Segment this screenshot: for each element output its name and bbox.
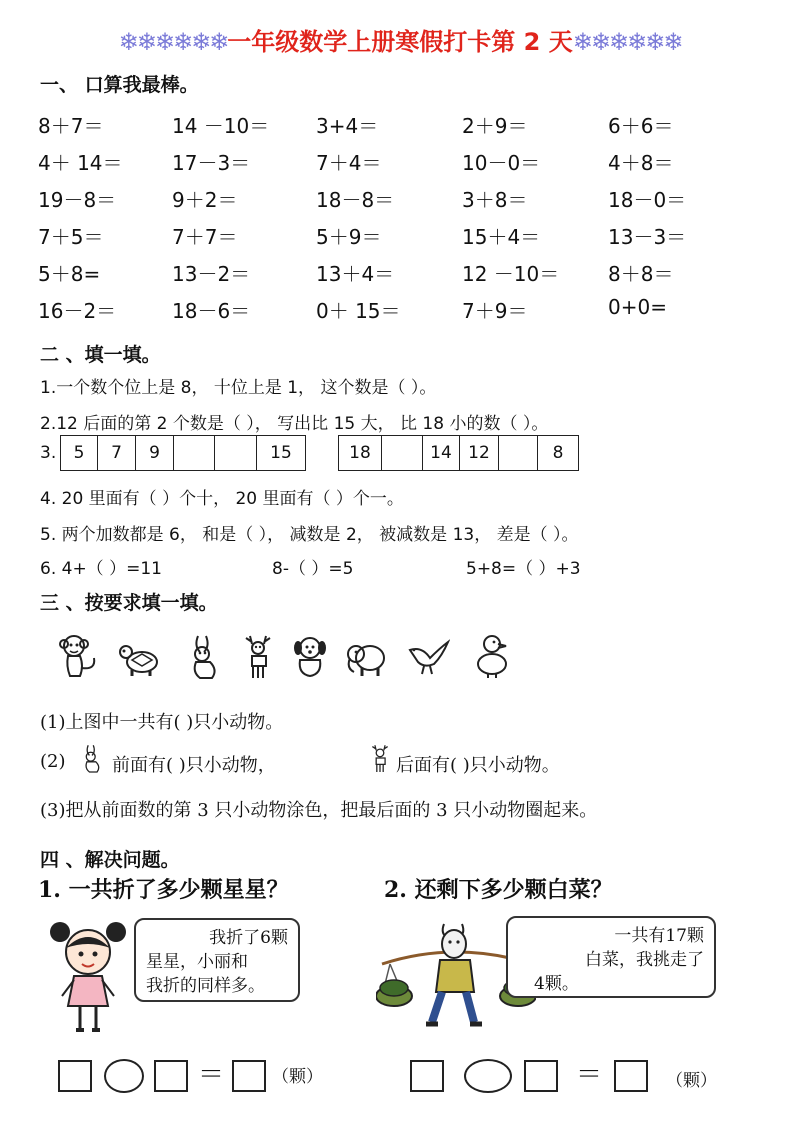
question-4: 4. 20 里面有（ ）个十， 20 里面有（ ）个一。 xyxy=(40,489,404,509)
speech-bubble-2 xyxy=(506,916,716,998)
answer-box[interactable] xyxy=(524,1060,558,1092)
bubble-line: 4颗。 xyxy=(534,974,579,994)
answer-box[interactable] xyxy=(410,1060,444,1092)
girl-illustration xyxy=(46,918,130,1040)
rabbit-icon xyxy=(78,740,106,776)
bird-icon xyxy=(406,632,450,680)
bubble-line: 一共有17颗 xyxy=(614,926,704,946)
question-5: 5. 两个加数都是 6， 和是（ ）， 减数是 2， 被减数是 13， 差是（ ）。 xyxy=(40,525,579,545)
arithmetic-problem: 18－0＝ xyxy=(608,188,687,212)
deer-icon xyxy=(236,632,280,680)
animals-question-2-label: (2) xyxy=(40,751,66,772)
arithmetic-problem: 4＋8＝ xyxy=(608,151,674,175)
arithmetic-problem: 6＋6＝ xyxy=(608,114,674,138)
arithmetic-problem: 8＋8＝ xyxy=(608,262,674,286)
arithmetic-problem: 7＋7＝ xyxy=(172,225,238,249)
operator-circle[interactable] xyxy=(464,1059,512,1093)
sequence-cell[interactable] xyxy=(215,436,257,470)
problem-1-title: 1. 一共折了多少颗星星？ xyxy=(38,877,289,903)
sequence-cell: 5 xyxy=(61,436,98,470)
arithmetic-problem: 13－3＝ xyxy=(608,225,687,249)
monkey-icon xyxy=(58,632,102,680)
arithmetic-problem: 7＋9＝ xyxy=(462,299,528,323)
arithmetic-problem: 15＋4＝ xyxy=(462,225,541,249)
sequence-cell[interactable]: 9 xyxy=(136,436,174,470)
answer-box[interactable] xyxy=(614,1060,648,1092)
bubble-line: 我折的同样多。 xyxy=(146,976,265,996)
arithmetic-problem: 17－3＝ xyxy=(172,151,251,175)
arithmetic-problem: 3＋8＝ xyxy=(462,188,528,212)
turtle-icon xyxy=(118,632,162,680)
arithmetic-problem: 3+4＝ xyxy=(316,114,379,138)
equals-sign: ＝ xyxy=(198,1060,225,1090)
section4-heading: 四 、解决问题。 xyxy=(40,849,180,871)
page-title xyxy=(0,22,800,57)
bubble-line: 我折了6颗 xyxy=(209,928,288,948)
arithmetic-problem: 16－2＝ xyxy=(38,299,117,323)
section2-heading: 二 、填一填。 xyxy=(40,344,161,366)
sequence-cell: 7 xyxy=(98,436,136,470)
sequence-cell[interactable] xyxy=(174,436,215,470)
animals-question-2-back: 后面有( )只小动物。 xyxy=(396,755,560,776)
bubble-line: 白菜，我挑走了 xyxy=(585,950,704,970)
answer-box[interactable] xyxy=(58,1060,92,1092)
question-6c: 5+8=（ ）+3 xyxy=(466,559,581,579)
answer-box[interactable] xyxy=(232,1060,266,1092)
arithmetic-problem: 14 －10＝ xyxy=(172,114,270,138)
arithmetic-problem: 4＋ 14＝ xyxy=(38,151,123,175)
arithmetic-problem: 12 －10＝ xyxy=(462,262,560,286)
question-2: 2.12 后面的第 2 个数是（ ）， 写出比 15 大， 比 18 小的数（ ）。 xyxy=(40,414,549,434)
question-6a: 6. 4+（ ）=11 xyxy=(40,559,162,579)
answer-box[interactable] xyxy=(154,1060,188,1092)
unit-label: （颗） xyxy=(272,1067,323,1087)
arithmetic-problem: 13－2＝ xyxy=(172,262,251,286)
arithmetic-problem: 7＋5＝ xyxy=(38,225,104,249)
arithmetic-problem: 8＋7＝ xyxy=(38,114,104,138)
number-sequence-1 xyxy=(60,435,306,471)
arithmetic-problem: 0＋ 15＝ xyxy=(316,299,401,323)
speech-bubble-1 xyxy=(134,918,300,1002)
animals-question-1: (1)上图中一共有( )只小动物。 xyxy=(40,712,284,733)
animals-question-2-front: 前面有( )只小动物， xyxy=(112,755,276,776)
elephant-icon xyxy=(346,632,390,680)
sequence-cell[interactable] xyxy=(499,436,538,470)
dog-icon xyxy=(290,632,334,680)
number-sequence-2 xyxy=(338,435,579,471)
operator-circle[interactable] xyxy=(104,1059,144,1093)
snowflake-icon: ❄❄❄❄❄❄ xyxy=(118,28,228,56)
title-text: 一年级数学上册寒假打卡第 2 天 xyxy=(227,28,573,56)
equals-sign: ＝ xyxy=(576,1060,603,1090)
sequence-cell: 12 xyxy=(460,436,499,470)
section3-heading: 三 、按要求填一填。 xyxy=(40,592,218,614)
arithmetic-problem: 5＋9＝ xyxy=(316,225,382,249)
arithmetic-problem: 5＋8= xyxy=(38,262,101,286)
duck-icon xyxy=(470,632,514,680)
rabbit-icon xyxy=(182,632,226,680)
sequence-cell[interactable] xyxy=(382,436,423,470)
question-3-label: 3. xyxy=(40,443,57,463)
arithmetic-problem: 18－8＝ xyxy=(316,188,395,212)
question-1: 1.一个数个位上是 8， 十位上是 1， 这个数是（ ）。 xyxy=(40,378,437,398)
deer-icon xyxy=(366,740,394,776)
arithmetic-problem: 13＋4＝ xyxy=(316,262,395,286)
arithmetic-problem: 0+0= xyxy=(608,295,667,319)
arithmetic-problem: 19－8＝ xyxy=(38,188,117,212)
arithmetic-problem: 9＋2＝ xyxy=(172,188,238,212)
sequence-cell: 15 xyxy=(270,443,292,463)
sequence-cell: 8 xyxy=(552,443,564,463)
arithmetic-problem: 2＋9＝ xyxy=(462,114,528,138)
sequence-cell: 14 xyxy=(423,436,460,470)
bubble-line: 星星，小丽和 xyxy=(146,952,248,972)
question-6b: 8-（ ）=5 xyxy=(272,559,354,579)
snowflake-icon: ❄❄❄❄❄❄ xyxy=(572,28,682,56)
unit-label: （颗） xyxy=(666,1071,717,1091)
arithmetic-problem: 10－0＝ xyxy=(462,151,541,175)
sequence-cell: 18 xyxy=(339,436,382,470)
problem-2-title: 2. 还剩下多少颗白菜？ xyxy=(384,877,613,903)
section1-heading: 一、 口算我最棒。 xyxy=(40,74,199,96)
animals-question-3: (3)把从前面数的第 3 只小动物涂色，把最后面的 3 只小动物圈起来。 xyxy=(40,800,598,821)
arithmetic-problem: 18－6＝ xyxy=(172,299,251,323)
arithmetic-problem: 7＋4＝ xyxy=(316,151,382,175)
